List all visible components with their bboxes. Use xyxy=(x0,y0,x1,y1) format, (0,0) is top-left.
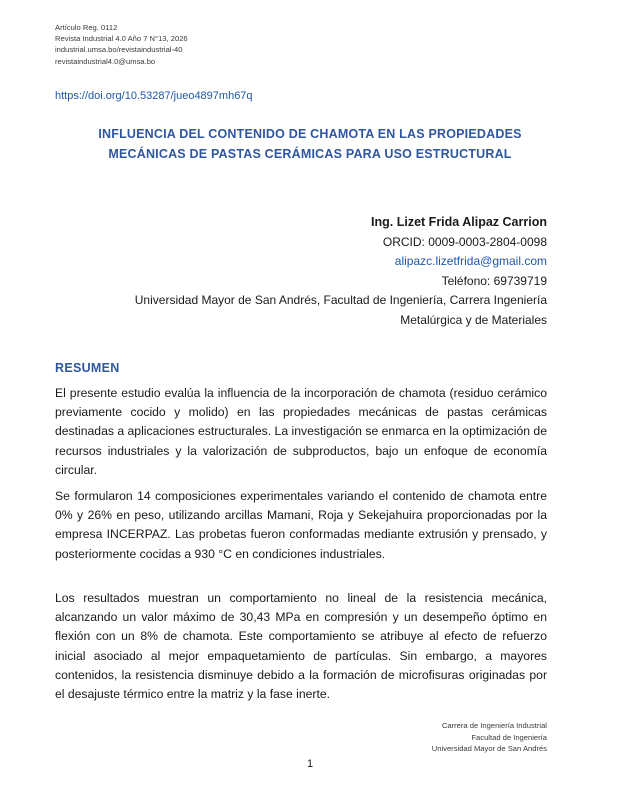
author-email-link[interactable]: alipazc.lizetfrida@gmail.com xyxy=(394,254,547,268)
abstract-paragraph-2: Se formularon 14 composiciones experimentales variando el contenido de chamota entre 0% y 26% en peso, utilizando arcillas Mamani, Roja y Sekejahuira proporcionadas por la empresa INCERPAZ. Las probetas fueron conformadas mediante extrusión y prensado, y posteriormente cocidas a 930 °C en condiciones industriales. xyxy=(55,489,547,561)
abstract-heading: RESUMEN xyxy=(55,361,120,375)
journal-email: revistaindustrial4.0@umsa.bo xyxy=(55,56,156,66)
page-footer xyxy=(432,720,547,755)
article-reg: Artículo Reg. 0112 xyxy=(55,23,118,32)
journal-issue: Revista Industrial 4.0 Año 7 N°13, 2026 xyxy=(55,34,188,44)
abstract-paragraph-3: Los resultados muestran un comportamiento no lineal de la resistencia mecánica, alcanzando un valor máximo de 30,43 MPa en compresión y un desempeño óptimo en flexión con un 8% de chamota. Este comportamiento se atribuye al efecto de refuerzo inicial asociado al mejor empaquetamiento de partículas. Sin embargo, a mayores contenidos, la resistencia disminuye debido a la formación de microfisuras originadas por el desajuste térmico entre la matriz y la fase inerte. xyxy=(55,591,547,702)
journal-header xyxy=(55,22,188,67)
abstract-paragraph-1: El presente estudio evalúa la influencia de la incorporación de chamota (residuo cerámico previamente cocido y molido) en las propiedades mecánicas de pastas cerámicas destinadas a aplicaciones estructurales. La investigación se enmarca en la optimización de recursos industriales y la valorización de subproductos, bajo un enfoque de economía circular. xyxy=(55,386,547,477)
footer-faculty: Facultad de Ingeniería xyxy=(471,732,547,742)
page-number: 1 xyxy=(306,758,314,770)
footer-department: Carrera de Ingeniería Industrial xyxy=(441,721,547,730)
author-affiliation-line-1: Universidad Mayor de San Andrés, Facultad de Ingeniería, Carrera Ingeniería xyxy=(134,293,547,307)
journal-website: industrial.umsa.bo/revistaindustrial-40 xyxy=(55,45,183,55)
author-phone: Teléfono: 69739719 xyxy=(441,273,547,288)
title-line-1: INFLUENCIA DEL CONTENIDO DE CHAMOTA EN LAS PROPIEDADES xyxy=(98,127,522,141)
author-name: Ing. Lizet Frida Alipaz Carrion xyxy=(371,215,547,229)
doi-link[interactable]: https://doi.org/10.53287/jueo4897mh67q xyxy=(55,90,253,102)
author-orcid: ORCID: 0009-0003-2804-0098 xyxy=(382,234,547,249)
article-title xyxy=(40,124,580,164)
footer-university: Universidad Mayor de San Andrés xyxy=(431,744,547,753)
author-block xyxy=(135,213,547,330)
title-line-2: MECÁNICAS DE PASTAS CERÁMICAS PARA USO ESTRUCTURAL xyxy=(108,147,512,161)
author-affiliation-line-2: Metalúrgica y de Materiales xyxy=(400,312,547,327)
